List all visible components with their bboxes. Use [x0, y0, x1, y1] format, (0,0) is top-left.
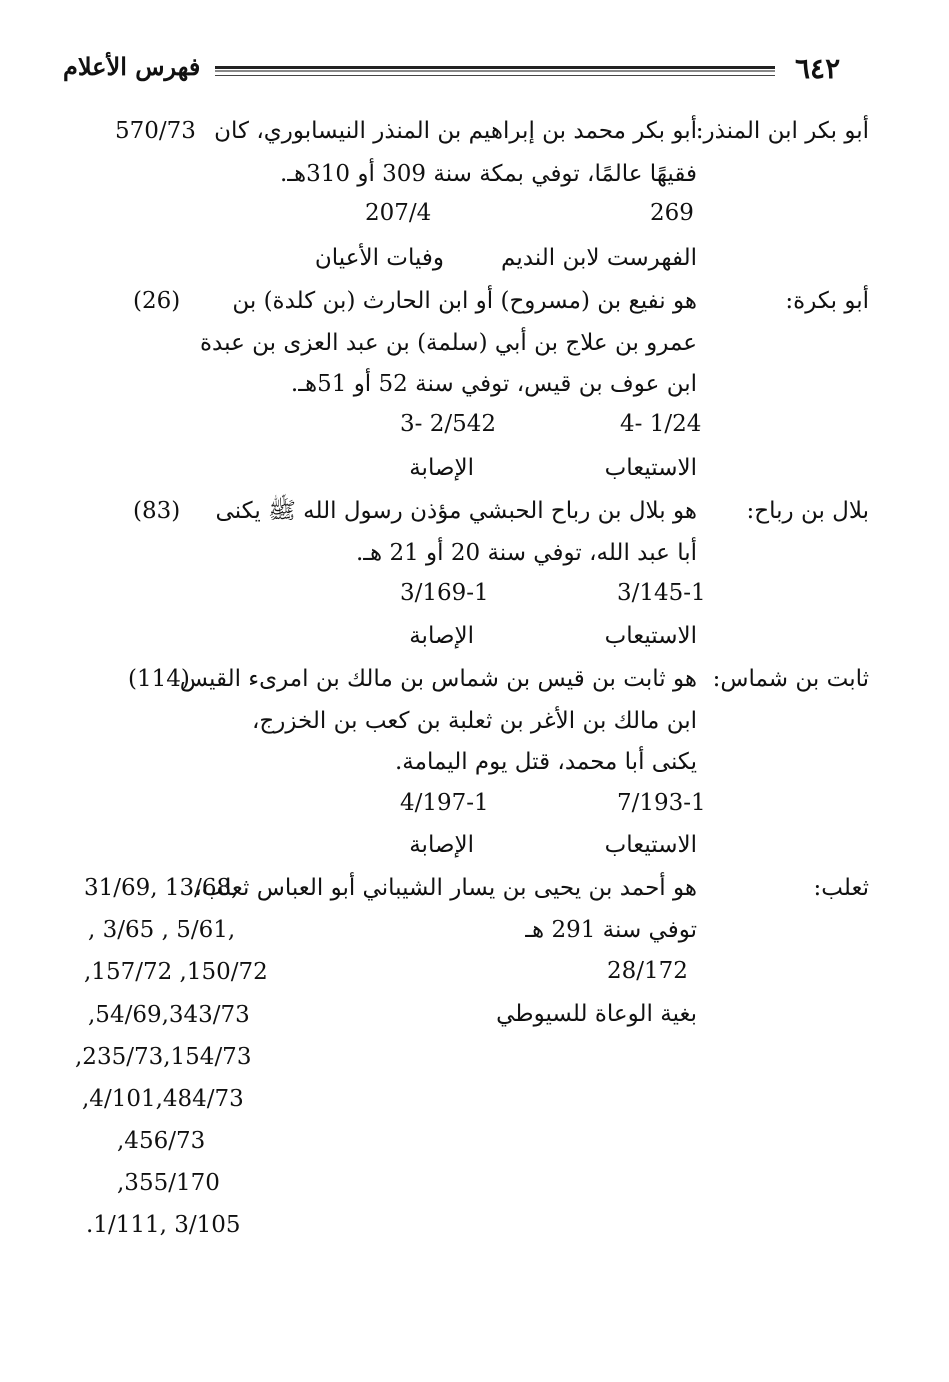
source-title: الاستيعاب — [604, 623, 697, 649]
source-title: الاستيعاب — [604, 832, 697, 858]
entry-page-ref: ,235/73,154/73 — [75, 1044, 252, 1070]
source-title: الإصابة — [409, 455, 474, 481]
source-volume-ref: 28/172 — [607, 958, 688, 984]
entry-bio-line: ابن عوف بن قيس، توفي سنة 52 أو 51هـ. — [290, 371, 697, 397]
source-volume-ref: 4/197-1 — [400, 790, 489, 816]
entry-page-ref: ,355/170 — [117, 1170, 220, 1196]
entry-bio-line: أبا عبد الله، توفي سنة 20 أو 21 هـ. — [355, 540, 697, 566]
entry-name: ثابت بن شماس: — [712, 666, 869, 692]
source-volume-ref: 3/145-1 — [617, 580, 706, 606]
entry-bio-line: فقيهًا عالمًا، توفي بمكة سنة 309 أو 310هـ. — [279, 161, 697, 187]
entry-name: ثعلب: — [813, 875, 869, 901]
running-head-title: فهرس الأعلام — [63, 52, 201, 81]
entry-page-ref: ,456/73 — [117, 1128, 206, 1154]
page-number: ٦٤٢ — [795, 52, 841, 85]
source-title: الإصابة — [409, 832, 474, 858]
source-title: الفهرست لابن النديم — [501, 245, 697, 271]
entry-bio-line: يكنى أبا محمد، قتل يوم اليمامة. — [394, 749, 697, 775]
entry-page-ref: (26) — [133, 288, 181, 314]
source-title: الإصابة — [409, 623, 474, 649]
source-volume-ref: 7/193-1 — [617, 790, 706, 816]
source-volume-ref: 269 — [650, 200, 694, 226]
entry-page-ref: 31/69, 13/68, — [84, 875, 239, 901]
entry-name: أبو بكرة: — [785, 288, 869, 314]
source-volume-ref: 4- 1/24 — [620, 411, 702, 437]
source-volume-ref: 207/4 — [365, 200, 432, 226]
source-volume-ref: 3/169-1 — [400, 580, 489, 606]
entry-bio-line: توفي سنة 291 هـ — [525, 917, 697, 943]
source-title: وفيات الأعيان — [314, 245, 444, 271]
entry-bio-line: هو نفيع بن (مسروح) أو ابن الحارث (بن كلدة) بن — [232, 288, 697, 314]
entry-name: بلال بن رباح: — [746, 498, 869, 524]
header-rule — [215, 66, 775, 76]
entry-bio-line: هو أحمد بن يحيى بن يسار الشيباني أبو العباس ثعلب، — [194, 875, 697, 901]
source-title: الاستيعاب — [604, 455, 697, 481]
entry-bio-line: هو ثابت بن قيس بن شماس بن مالك بن امرىء القيس — [179, 666, 697, 692]
entry-page-ref: ,4/101,484/73 — [82, 1086, 244, 1112]
entry-page-ref: .1/111, 3/105 — [86, 1212, 241, 1238]
entry-page-ref: ,54/69,343/73 — [88, 1002, 250, 1028]
entry-page-ref: 570/73 — [115, 118, 196, 144]
entry-bio-line: هو بلال بن رباح الحبشي مؤذن رسول الله ﷺ يكنى — [215, 498, 697, 524]
entry-bio-line: ابن مالك بن الأغر بن ثعلبة بن كعب بن الخزرج، — [251, 708, 697, 734]
entry-bio-line: أبو بكر محمد بن إبراهيم بن المنذر النيسابوري، كان — [214, 118, 697, 144]
source-volume-ref: 3- 2/542 — [400, 411, 496, 437]
entry-page-ref: (114) — [128, 666, 190, 692]
source-title: بغية الوعاة للسيوطي — [496, 1001, 697, 1027]
entry-name: أبو بكر ابن المنذر: — [695, 118, 869, 144]
entry-bio-line: عمرو بن علاج بن أبي (سلمة) بن عبد العزى بن عبدة — [200, 330, 697, 356]
entry-page-ref: ,157/72 ,150/72 — [84, 959, 268, 985]
entry-page-ref: , 3/65 , 5/61, — [88, 917, 236, 943]
entry-page-ref: (83) — [133, 498, 181, 524]
